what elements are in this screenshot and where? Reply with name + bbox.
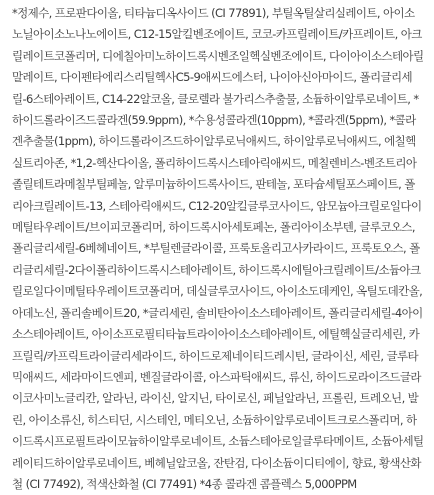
ingredient-list-text: *정제수, 프로판다이올, 티타늄디옥사이드 (CI 77891), 부틸옥틸살리실레이트, 아이소노닐아이소노나노에이트, C12-15알킬벤조에이트, 코코-카프릴레이트/카프레이트, 아크릴레이트코폴리머, 디에칠아미노하이드록시벤조일헥실벤조에이트, 다이아이소스테아릴말레이트, 다이펜타에리스리틸헥사C5-9애씨드에스터, 나이아신아마이드, 폴리글리세릴-6스테아레이트, C14-22알코올, 클로렐라 불가리스추출물, 소듐하이알루로네이트, *하이드롤라이즈드콜라겐(59.9ppm), *수용성콜라겐(10ppm), *콜라겐(5ppm), *콜라겐추출물(1ppm), 하이드롤라이즈드하이알루로닉애씨드, 하이알루로닉애씨드, 에칠헥실트리아존, *1,2-헥산다이올, 폴리하이드록시스테아릭애씨드, 메칠렌비스-벤조트리아졸릴테트라메칠부틸페놀, 알루미늄하이드록사이드, 판테놀, 포타슘세틸포스페이트, 폴리아크릴레이트-13, 스테아릭애씨드, C12-20알킬글루코사이드, 암모늄아크릴로일다이메틸타우레이트/브이피코폴리머, 하이드록시아세토페논, 폴리아이소부텐, 글루코오스, 폴리글리세릴-6베헤네이트, *부틸렌글라이콜, 프룩토올리고사카라이드, 프룩토오스, 폴리글리세릴-2다이폴리하이드록시스테아레이트, 하이드록시에틸아크릴레이트/소듐아크릴로일다이메틸타우레이트코폴리머, 데실글루코사이드, 아이소도데케인, 옥틸도데칸올, 아데노신, 폴리솔베이트20, *글리세린, 솔비탄아이소스테아레이트, 폴리글리세릴-4아이소스테아레이트, 아이소프로필티타늄트라이아이소스테아레이트, 에틸헥실글리세린, 카프릴릭/카프릭트라이글리세라이드, 하이드로제네이티드레시틴, 글라이신, 세린, 글루타믹애씨드, 세라마이드엔피, 벤질글라이콜, 아스파틱애씨드, 류신, 하이드로라이즈드글라이코사미노글리칸, 알라닌, 라이신, 알지닌, 타이로신, 페닐알라닌, 프롤린, 트레오닌, 발린, 아이소류신, 히스티딘, 시스테인, 메티오닌, 소듐하이알루로네이트크로스폴리머, 하이드록시프로필트라이모늄하이알루로네이트, 소듐스테아로일글루타메이트, 소듐아세틸레이티드하이알루로네이트, 베헤닐알코올, 잔탄검, 다이소듐이디티에이, 향료, 황색산화철 (CI 77492), 적색산화철 (CI 77491) *4종 콜라겐 콤플렉스 5,000PPM (12, 6, 424, 491)
